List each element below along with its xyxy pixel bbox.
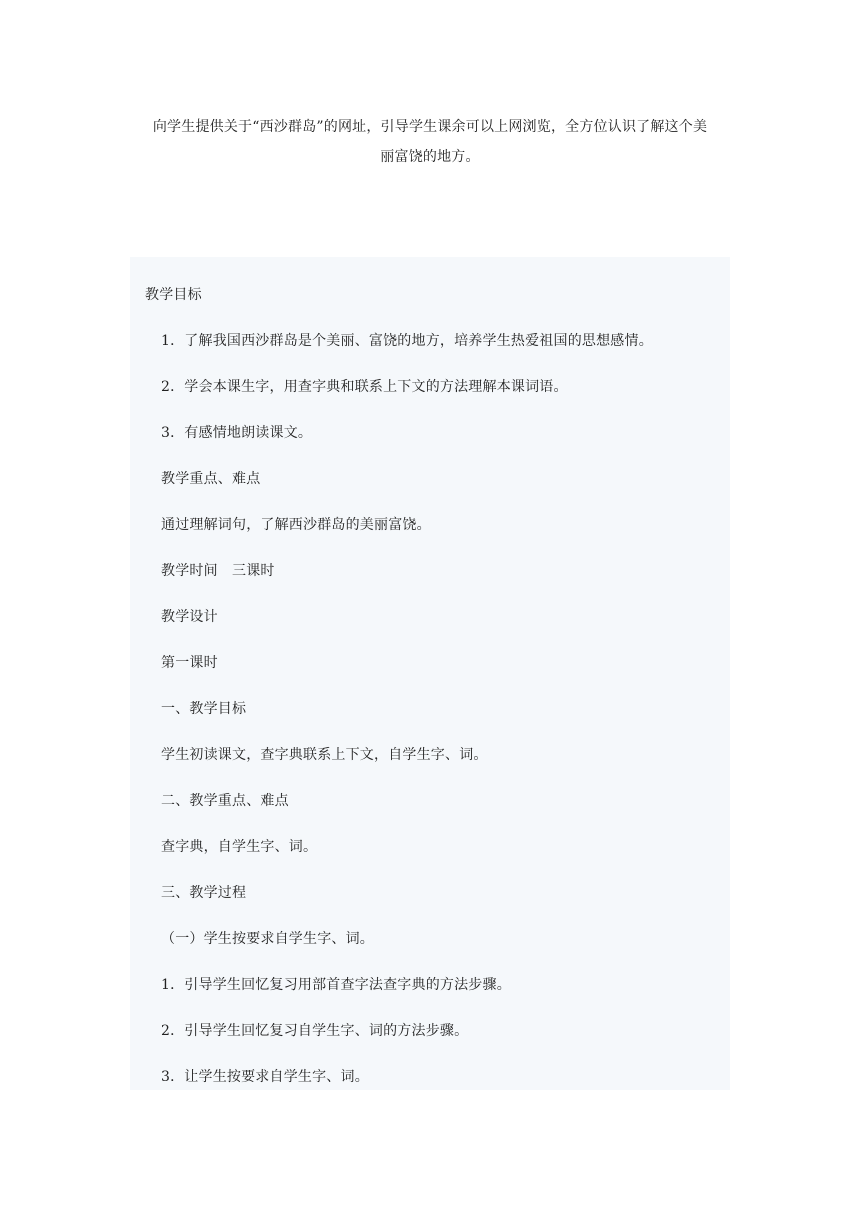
goal-item-2: 2．学会本课生字，用查字典和联系上下文的方法理解本课词语。 <box>161 379 568 395</box>
step-item-2: 2．引导学生回忆复习自学生字、词的方法步骤。 <box>161 1023 469 1039</box>
section-1-heading: 一、教学目标 <box>161 701 247 717</box>
section-1-text: 学生初读课文，查字典联系上下文，自学生字、词。 <box>161 747 488 763</box>
first-lesson-heading: 第一课时 <box>161 655 218 671</box>
key-points-text: 通过理解词句，了解西沙群岛的美丽富饶。 <box>161 517 431 533</box>
lesson-plan-panel <box>130 257 730 1090</box>
teaching-time: 教学时间 三课时 <box>161 563 275 579</box>
step-item-3: 3．让学生按要求自学生字、词。 <box>161 1069 369 1085</box>
intro-line-2: 丽富饶的地方。 <box>380 149 480 165</box>
section-2-heading: 二、教学重点、难点 <box>161 793 289 809</box>
goal-item-3: 3．有感情地朗读课文。 <box>161 425 313 441</box>
intro-paragraph <box>130 112 730 172</box>
teaching-design-heading: 教学设计 <box>161 609 218 625</box>
step-item-1: 1．引导学生回忆复习用部首查字法查字典的方法步骤。 <box>161 977 511 993</box>
intro-line-1: 向学生提供关于“西沙群岛”的网址，引导学生课余可以上网浏览，全方位认识了解这个美 <box>152 119 708 135</box>
goal-item-1: 1．了解我国西沙群岛是个美丽、富饶的地方，培养学生热爱祖国的思想感情。 <box>161 333 653 349</box>
section-2-text: 查字典，自学生字、词。 <box>161 839 318 855</box>
step-group-1-heading: （一）学生按要求自学生字、词。 <box>161 931 374 947</box>
section-3-heading: 三、教学过程 <box>161 885 247 901</box>
key-points-heading: 教学重点、难点 <box>161 471 261 487</box>
panel-heading: 教学目标 <box>145 287 202 303</box>
